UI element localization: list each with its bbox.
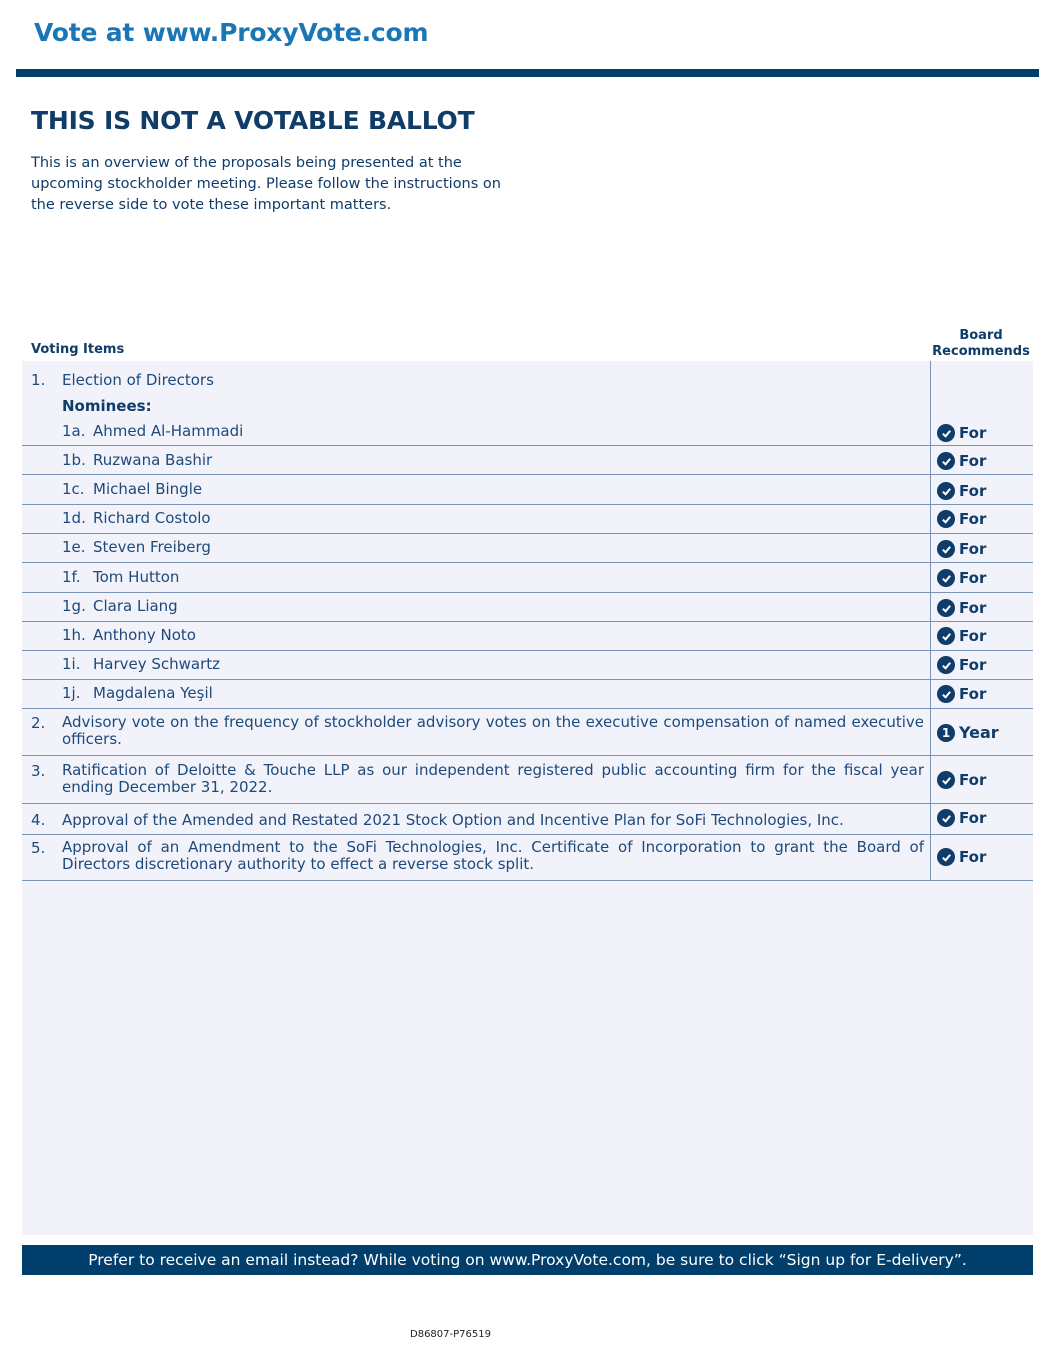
header-rule [16, 69, 1039, 77]
item-label: Election of Directors [62, 371, 214, 389]
check-circle-icon [937, 685, 955, 703]
nominee-name: Harvey Schwartz [93, 655, 221, 673]
proposal-number: 4. [31, 811, 46, 829]
proposal-number: 5. [31, 839, 46, 857]
board-recommendation [937, 723, 999, 742]
row-divider [22, 504, 1033, 505]
intro-line: upcoming stockholder meeting. Please follow the instructions on [31, 176, 501, 192]
nominee-name: Clara Liang [93, 597, 178, 615]
e-delivery-text: Prefer to receive an email instead? While voting on www.ProxyVote.com, be sure to click “Sign up for E-delivery”. [88, 1251, 967, 1269]
page-title: THIS IS NOT A VOTABLE BALLOT [31, 106, 475, 135]
intro-line: This is an overview of the proposals being presented at the [31, 155, 462, 171]
check-circle-icon [937, 599, 955, 617]
nominee-code: 1d. [62, 509, 86, 527]
recommendation-label: For [959, 424, 987, 442]
nominees-label: Nominees: [62, 397, 152, 415]
nominee-name: Steven Freiberg [93, 538, 211, 556]
check-circle-icon [937, 809, 955, 827]
nominee-code: 1b. [62, 451, 86, 469]
nominee-code: 1f. [62, 568, 81, 586]
board-recommendation [937, 569, 986, 587]
board-header-line: Recommends [932, 344, 1030, 359]
check-circle-icon [937, 656, 955, 674]
frequency-badge: 1 [937, 724, 955, 742]
proposal-number: 3. [31, 762, 46, 780]
row-divider [22, 592, 1033, 593]
nominee-name: Ahmed Al-Hammadi [93, 422, 244, 440]
row-divider [22, 679, 1033, 680]
proxyvote-link[interactable]: Vote at www.ProxyVote.com [34, 18, 429, 47]
check-circle-icon [937, 771, 955, 789]
check-circle-icon [937, 569, 955, 587]
board-recommendation [937, 656, 986, 674]
row-divider [22, 834, 1033, 835]
board-recommendation [937, 482, 986, 500]
intro-line: the reverse side to vote these important matters. [31, 197, 392, 213]
board-recommendation [937, 627, 986, 645]
intro-text [31, 153, 521, 216]
check-circle-icon [937, 540, 955, 558]
recommendation-label: For [959, 482, 987, 500]
recommendation-label: Year [959, 723, 999, 742]
row-divider [22, 708, 1033, 709]
row-divider [22, 621, 1033, 622]
nominee-code: 1i. [62, 655, 81, 673]
recommendation-label: For [959, 848, 987, 866]
proposal-number: 2. [31, 714, 46, 732]
recommendation-label: For [959, 685, 987, 703]
proposal-text: Ratification of Deloitte & Touche LLP as our independent registered public accounting firm for the fiscal year ending December 31, 2022. [62, 761, 924, 796]
board-recommendation [937, 771, 986, 789]
nominee-code: 1c. [62, 480, 85, 498]
nominee-code: 1g. [62, 597, 86, 615]
recommendation-label: For [959, 809, 987, 827]
nominee-name: Richard Costolo [93, 509, 211, 527]
nominee-code: 1a. [62, 422, 86, 440]
row-divider [22, 562, 1033, 563]
row-divider [22, 650, 1033, 651]
row-divider [22, 533, 1033, 534]
row-divider [22, 445, 1033, 446]
recommendation-label: For [959, 452, 987, 470]
document-id: D86807-P76519 [410, 1329, 491, 1340]
item-number: 1. [31, 371, 46, 389]
check-circle-icon [937, 424, 955, 442]
board-recommendation [937, 685, 986, 703]
nominee-name: Anthony Noto [93, 626, 196, 644]
proposal-text: Approval of the Amended and Restated 2021 Stock Option and Incentive Plan for SoFi Technologies, Inc. [62, 811, 844, 829]
board-recommendation [937, 809, 986, 827]
check-circle-icon [937, 452, 955, 470]
recommendation-label: For [959, 540, 987, 558]
nominee-name: Magdalena Yeşil [93, 684, 213, 702]
board-recommendation [937, 540, 986, 558]
board-recommendation [937, 848, 986, 866]
row-divider [22, 880, 1033, 881]
recommendation-label: For [959, 510, 987, 528]
board-header-line: Board [959, 328, 1003, 343]
nominee-name: Tom Hutton [93, 568, 180, 586]
board-recommendation [937, 599, 986, 617]
board-recommendation [937, 424, 986, 442]
board-recommends-header [928, 328, 1034, 360]
board-recommendation [937, 510, 986, 528]
row-divider [22, 803, 1033, 804]
recommendation-label: For [959, 569, 987, 587]
recommendation-label: For [959, 627, 987, 645]
check-circle-icon [937, 627, 955, 645]
check-circle-icon [937, 848, 955, 866]
nominee-code: 1e. [62, 538, 86, 556]
row-divider [22, 474, 1033, 475]
recommendation-label: For [959, 771, 987, 789]
recommendation-label: For [959, 656, 987, 674]
board-recommendation [937, 452, 986, 470]
nominee-code: 1j. [62, 684, 81, 702]
e-delivery-banner [22, 1245, 1033, 1275]
nominee-code: 1h. [62, 626, 86, 644]
proposal-text: Advisory vote on the frequency of stockholder advisory votes on the executive compensation of named executive officers. [62, 713, 924, 748]
check-circle-icon [937, 482, 955, 500]
row-divider [22, 755, 1033, 756]
proposal-text: Approval of an Amendment to the SoFi Technologies, Inc. Certificate of Incorporation to grant the Board of Directors discretionary authority to effect a reverse stock split. [62, 838, 924, 873]
nominee-name: Michael Bingle [93, 480, 203, 498]
nominee-name: Ruzwana Bashir [93, 451, 213, 469]
voting-items-header: Voting Items [31, 342, 125, 357]
check-circle-icon [937, 510, 955, 528]
recommendation-label: For [959, 599, 987, 617]
